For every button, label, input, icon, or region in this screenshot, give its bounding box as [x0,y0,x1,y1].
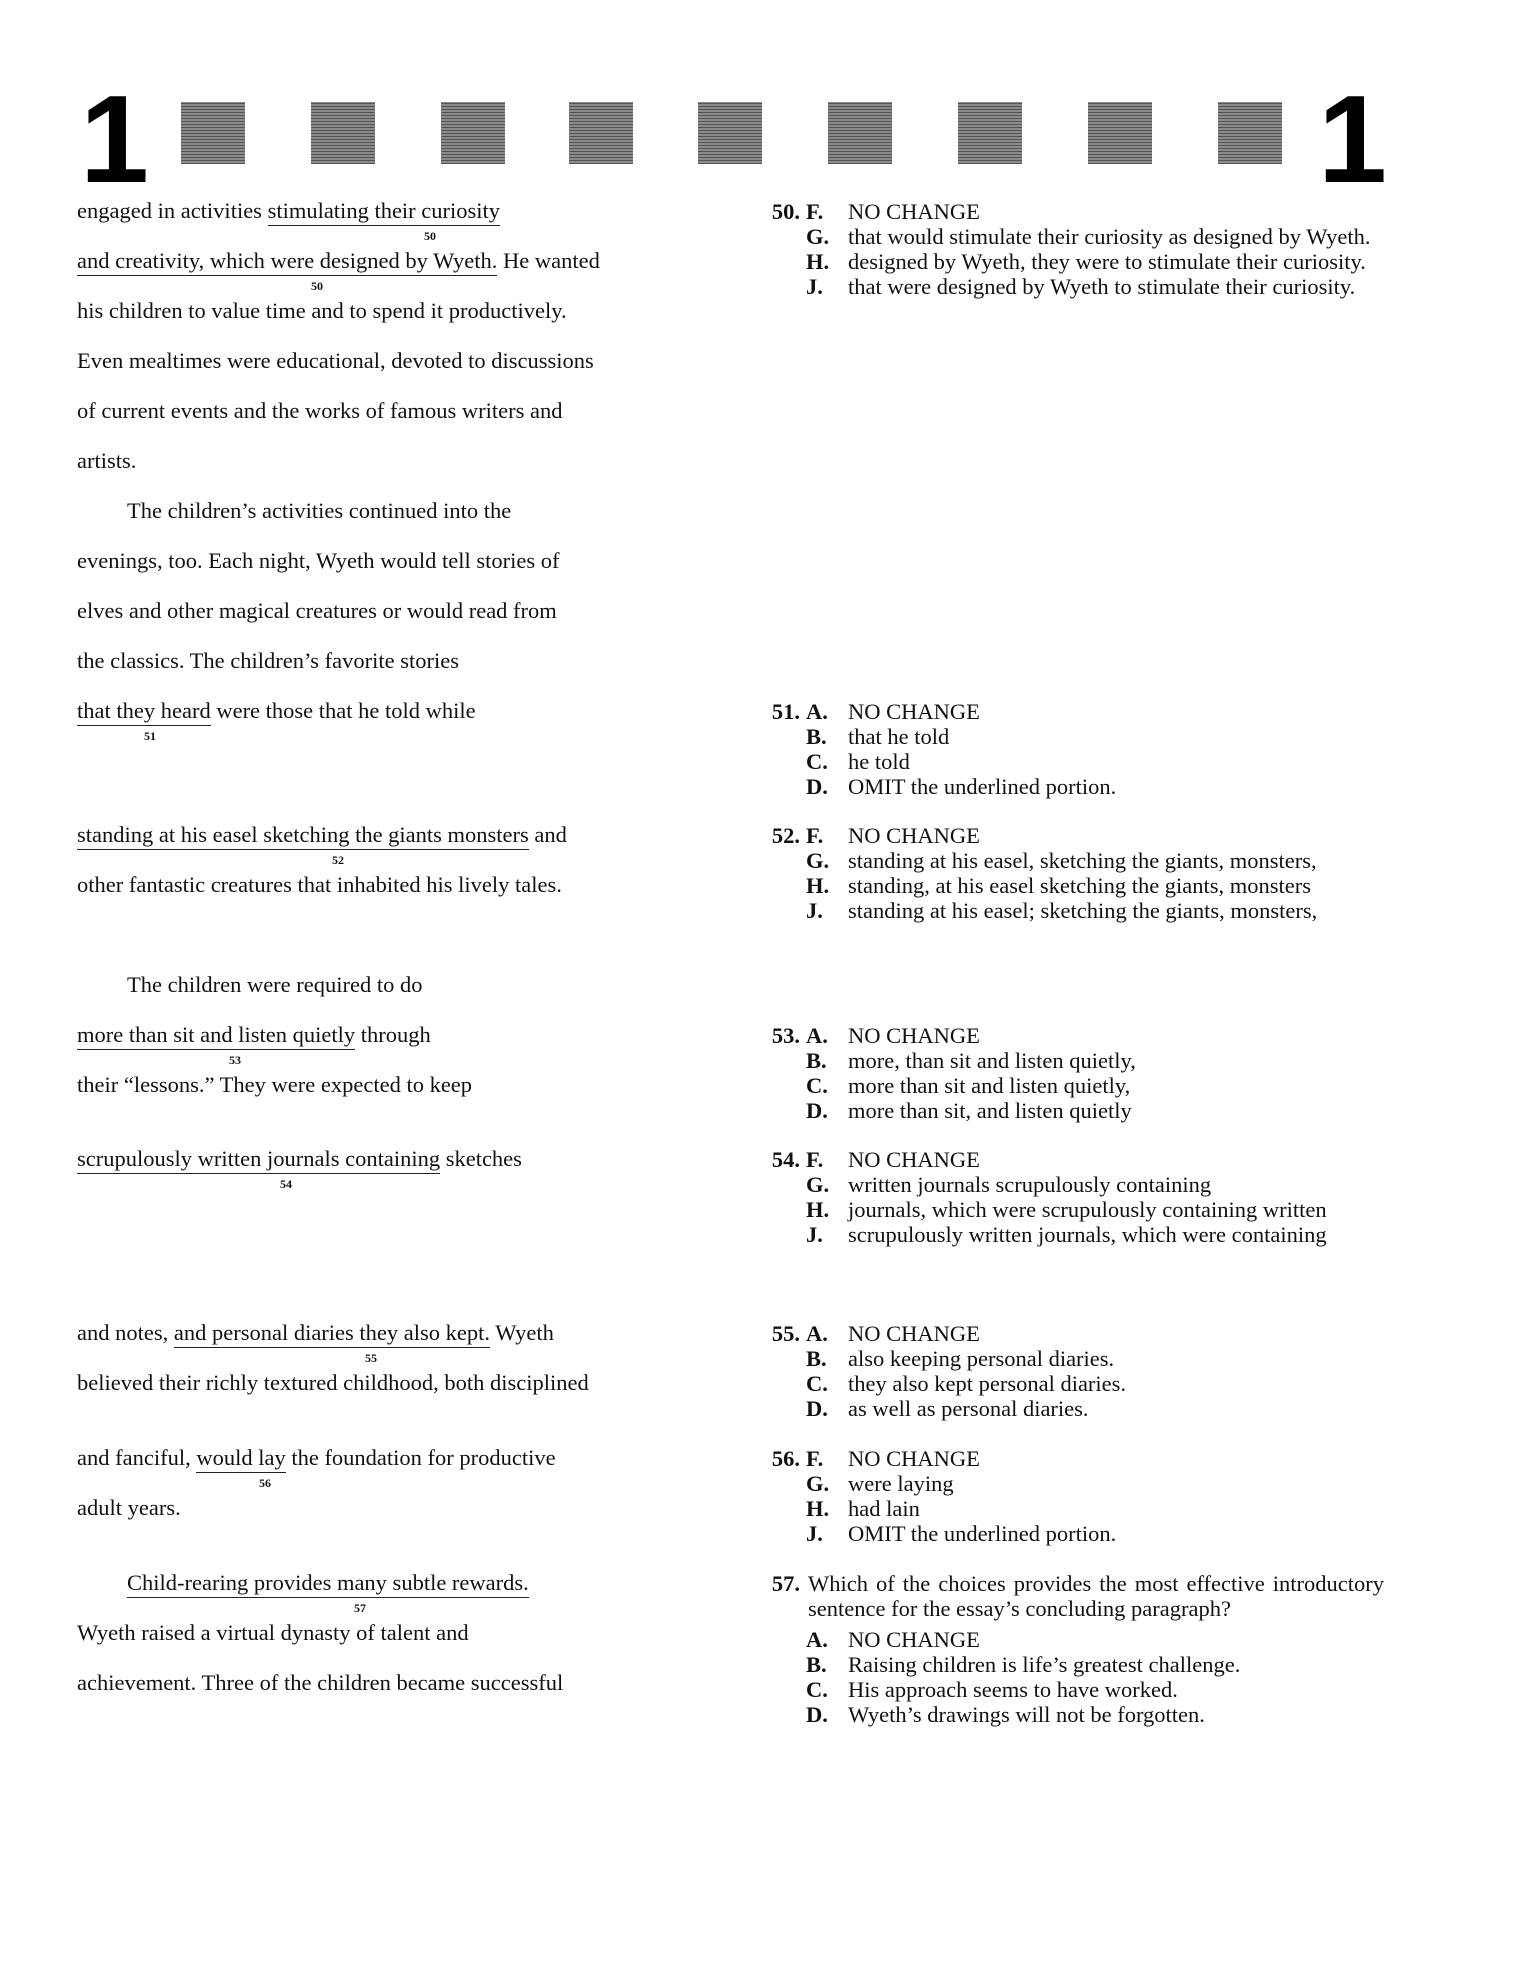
passage-line: and fanciful, would lay the foundation for productive [77,1447,556,1470]
passage-line: more than sit and listen quietly through [77,1024,431,1047]
answer-option[interactable]: B. more, than sit and listen quietly, [806,1048,1136,1073]
passage-line: Even mealtimes were educational, devoted to discussions [77,348,594,373]
passage-line: Wyeth raised a virtual dynasty of talent and [77,1620,469,1645]
passage-line: elves and other magical creatures or would read from [77,598,557,623]
underlined-portion-57[interactable]: Child-rearing provides many subtle rewards. [127,1570,529,1598]
passage-line: and notes, and personal diaries they also kept. Wyeth [77,1322,554,1345]
passage-line: the classics. The children’s favorite stories [77,648,459,673]
header-bar-block [569,102,633,164]
underline-number: 50 [311,279,323,293]
question-number: 57. [771,1571,800,1596]
passage-line: artists. [77,448,137,473]
answer-option[interactable]: 51. A. NO CHANGE [744,699,1384,724]
answer-option[interactable]: J. standing at his easel; sketching the giants, monsters, [806,898,1318,923]
section-number-right: 1 [1318,71,1387,209]
header-bar-block [441,102,505,164]
underline-number: 51 [144,729,156,743]
answer-option[interactable]: C. more than sit and listen quietly, [806,1073,1131,1098]
header-bar-block [1218,102,1282,164]
question-53 [744,1023,1384,1123]
answer-option[interactable]: G. standing at his easel, sketching the giants, monsters, [806,848,1317,873]
underline-number: 54 [280,1177,292,1191]
answer-option[interactable]: H. standing, at his easel sketching the giants, monsters [806,873,1312,898]
underlined-portion-56[interactable]: would lay [196,1445,285,1473]
answer-option[interactable]: 56. F. NO CHANGE [744,1446,1384,1471]
answer-option[interactable]: 52. F. NO CHANGE [744,823,1384,848]
header-bar-block [1088,102,1152,164]
underline-number: 56 [259,1476,271,1490]
question-number: 56. [771,1446,800,1471]
answer-option[interactable]: J. OMIT the underlined portion. [806,1521,1117,1546]
passage-line: The children were required to do [127,972,423,997]
answer-option[interactable]: D. OMIT the underlined portion. [806,774,1117,799]
underlined-portion-50[interactable]: stimulating their curiosity [268,198,500,226]
passage-line: The children’s activities continued into the [127,498,512,523]
passage-line: adult years. [77,1495,181,1520]
question-50 [744,199,1384,299]
answer-option[interactable]: D. Wyeth’s drawings will not be forgotten. [806,1702,1205,1727]
passage-line [77,1572,529,1595]
answer-option[interactable]: J. scrupulously written journals, which were containing [806,1222,1327,1247]
passage-line: their “lessons.” They were expected to keep [77,1072,473,1097]
answer-option[interactable]: 55. A. NO CHANGE [744,1321,1384,1346]
passage-line: engaged in activities stimulating their curiosity [77,200,500,223]
passage-line: other fantastic creatures that inhabited his lively tales. [77,872,562,897]
question-number: 51. [771,699,800,724]
passage-line: scrupulously written journals containing sketches [77,1148,522,1171]
answer-option[interactable]: C. they also kept personal diaries. [806,1371,1127,1396]
header-bar-block [311,102,375,164]
question-52 [744,823,1384,923]
answer-option[interactable]: 53. A. NO CHANGE [744,1023,1384,1048]
answer-option[interactable]: B. that he told [806,724,950,749]
answer-option[interactable]: 50. F. NO CHANGE [744,199,1384,224]
answer-option[interactable]: G. written journals scrupulously containing [806,1172,1212,1197]
question-number: 54. [771,1147,800,1172]
question-56 [744,1446,1384,1546]
underlined-portion-51[interactable]: that they heard [77,698,211,726]
underlined-portion-54[interactable]: scrupulously written journals containing [77,1146,440,1174]
header-bar-block [828,102,892,164]
question-number: 50. [771,199,800,224]
answer-option[interactable]: G. were laying [806,1471,954,1496]
question-55 [744,1321,1384,1421]
passage-line: evenings, too. Each night, Wyeth would tell stories of [77,548,560,573]
answer-option[interactable]: G. that would stimulate their curiosity as designed by Wyeth. [806,224,1371,249]
header-bar-block [181,102,245,164]
underline-number: 57 [354,1601,366,1615]
question-51 [744,699,1384,799]
answer-option[interactable]: B. also keeping personal diaries. [806,1346,1115,1371]
answer-option[interactable]: H. designed by Wyeth, they were to stimulate their curiosity. [806,249,1366,274]
question-57 [744,1571,1384,1727]
passage-line: achievement. Three of the children became successful [77,1670,564,1695]
answer-option[interactable]: H. had lain [806,1496,920,1521]
question-number: 53. [771,1023,800,1048]
passage-line: standing at his easel sketching the giants monsters and [77,824,567,847]
question-number: 52. [771,823,800,848]
underline-number: 50 [424,229,436,243]
question-number: 55. [771,1321,800,1346]
passage-line: of current events and the works of famous writers and [77,398,563,423]
passage-line: his children to value time and to spend it productively. [77,298,567,323]
underlined-portion-53[interactable]: more than sit and listen quietly [77,1022,355,1050]
underline-number: 53 [229,1053,241,1067]
answer-option[interactable]: H. journals, which were scrupulously containing written [806,1197,1327,1222]
question-stem: 57. Which of the choices provides the most effective introductory sentence for the essay’s concluding paragraph? [744,1571,1384,1621]
answer-option[interactable]: D. as well as personal diaries. [806,1396,1089,1421]
answer-option[interactable]: C. His approach seems to have worked. [806,1677,1178,1702]
underline-number: 55 [365,1351,377,1365]
answer-option[interactable]: B. Raising children is life’s greatest challenge. [806,1652,1241,1677]
answer-option[interactable]: A. NO CHANGE [806,1627,980,1652]
underlined-portion-50[interactable]: and creativity, which were designed by Wyeth. [77,248,497,276]
header-bar-block [958,102,1022,164]
underlined-portion-55[interactable]: and personal diaries they also kept. [174,1320,490,1348]
header-bar-block [698,102,762,164]
underlined-portion-52[interactable]: standing at his easel sketching the giants monsters [77,822,529,850]
answer-option[interactable]: C. he told [806,749,910,774]
passage-line: believed their richly textured childhood, both disciplined [77,1370,589,1395]
passage-line: and creativity, which were designed by Wyeth. He wanted [77,250,600,273]
answer-option[interactable]: D. more than sit, and listen quietly [806,1098,1132,1123]
answer-option[interactable]: 54. F. NO CHANGE [744,1147,1384,1172]
question-54 [744,1147,1384,1247]
underline-number: 52 [332,853,344,867]
answer-option[interactable]: J. that were designed by Wyeth to stimulate their curiosity. [806,274,1356,299]
passage-line: that they heard were those that he told while [77,700,476,723]
section-number-left: 1 [80,71,149,209]
